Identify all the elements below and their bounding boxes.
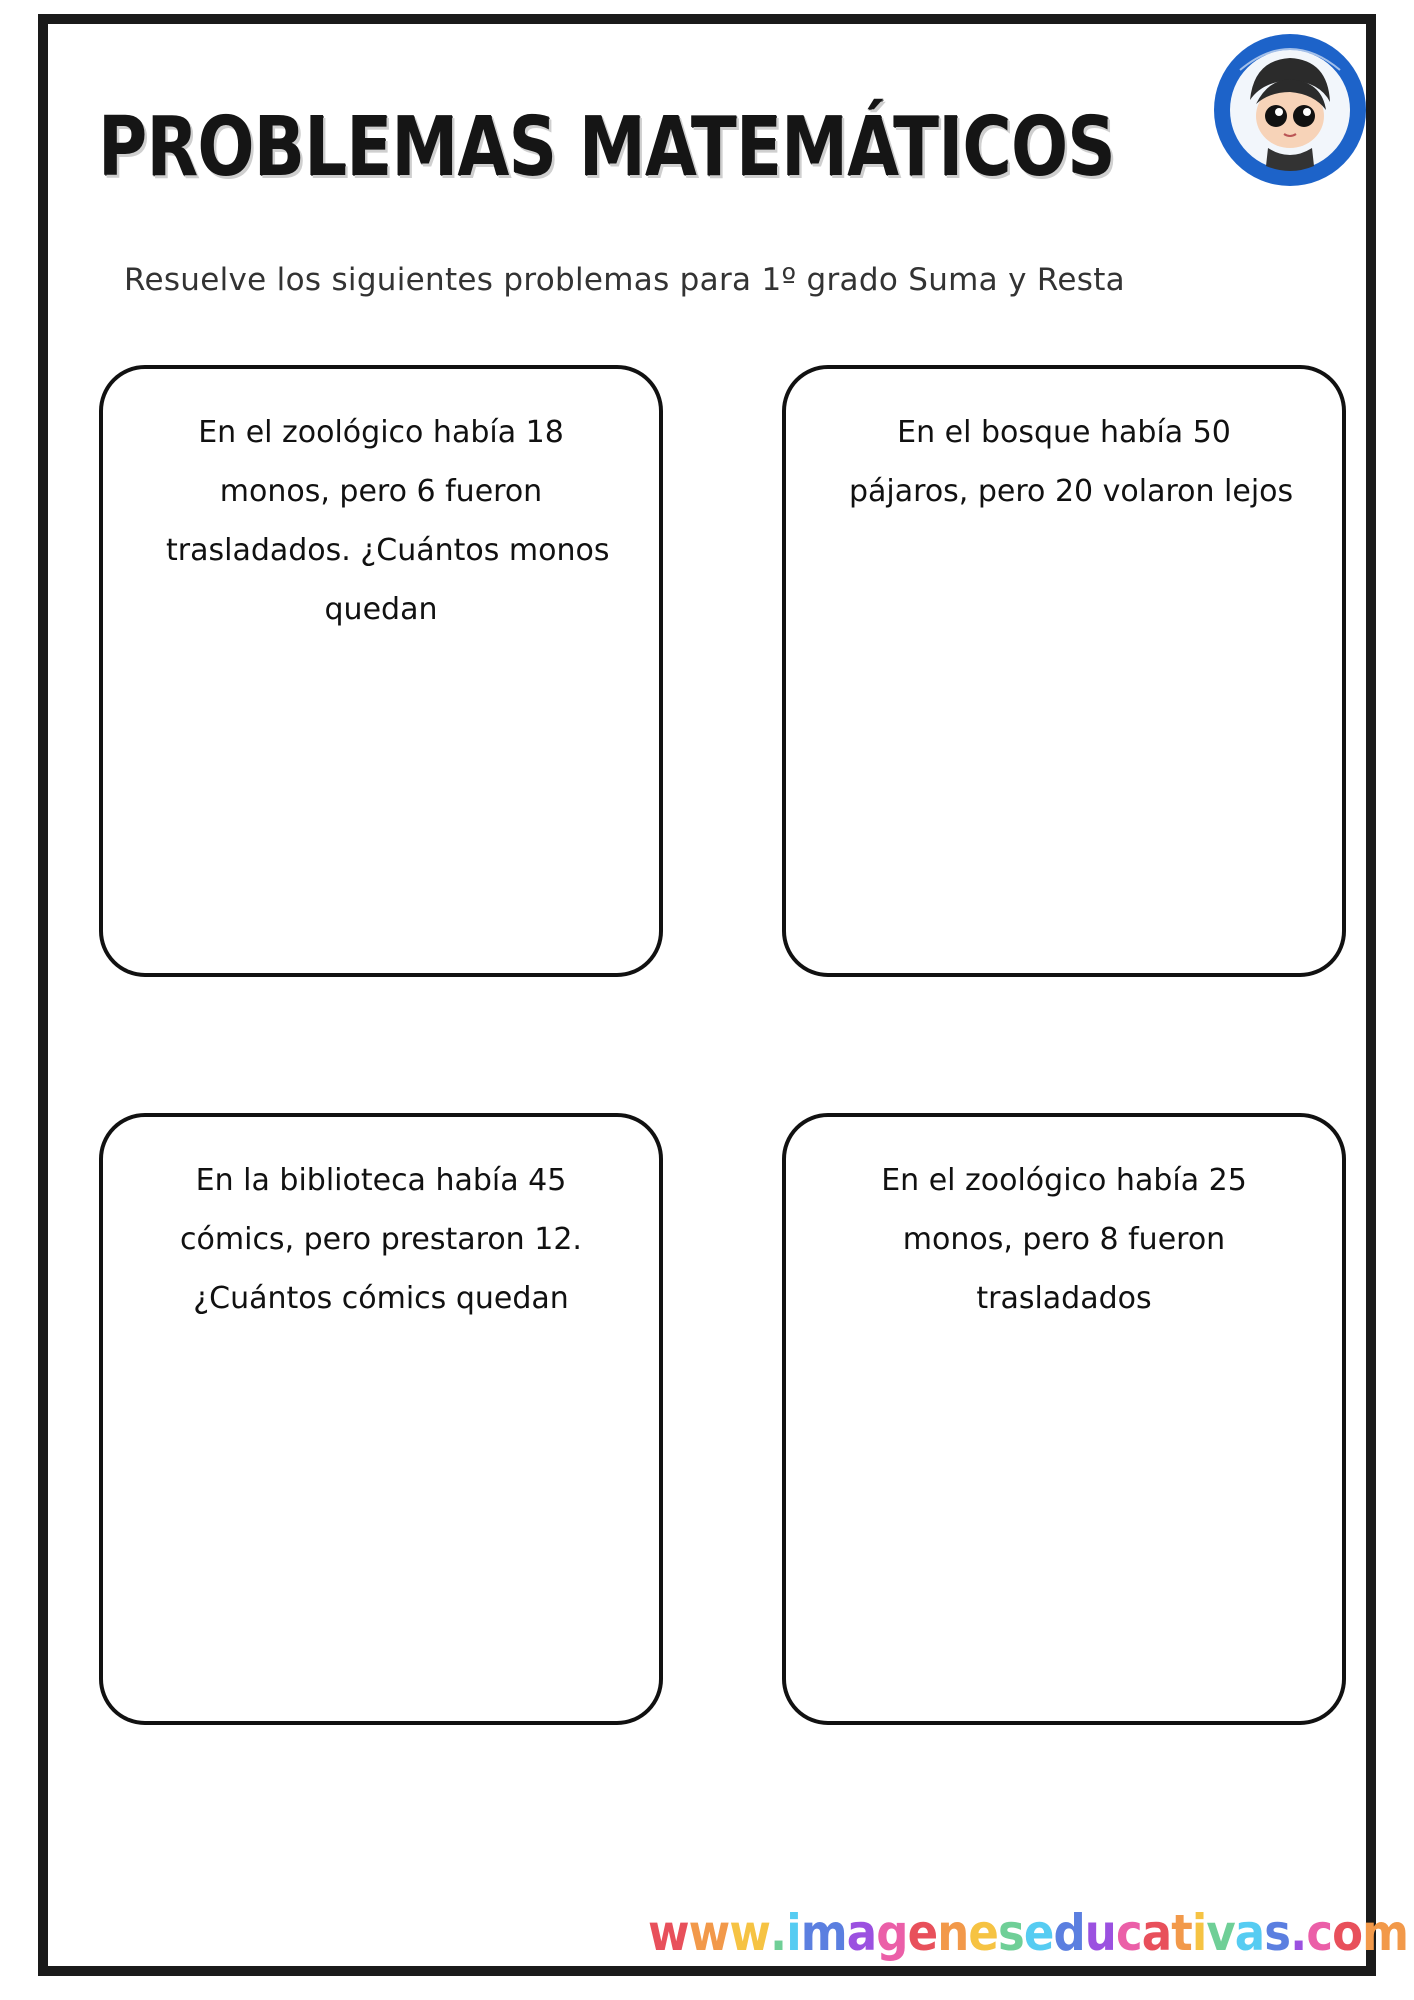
problem-1-line: quedan	[324, 592, 438, 627]
problem-3-text	[166, 1151, 596, 1328]
problem-4-line: En el zoológico había 25	[881, 1163, 1247, 1198]
problem-card-4	[782, 1113, 1346, 1725]
problem-4-line: trasladados	[976, 1281, 1152, 1316]
problem-3-line: cómics, pero prestaron 12.	[180, 1222, 582, 1257]
problem-2-line: En el bosque había 50	[897, 415, 1231, 450]
problem-1-line: trasladados. ¿Cuántos monos	[166, 533, 610, 568]
problem-4-text	[849, 1151, 1279, 1328]
problem-card-1	[99, 365, 663, 977]
problem-1-line: En el zoológico había 18	[198, 415, 564, 450]
site-logo-badge	[1210, 30, 1370, 190]
problem-2-line: pájaros, pero 20 volaron lejos	[849, 474, 1294, 509]
footer-website-link[interactable]: www.imageneseducativas.com	[648, 1904, 1409, 1962]
page-title: PROBLEMAS MATEMÁTICOS	[98, 100, 1115, 195]
problem-3-line: En la biblioteca había 45	[195, 1163, 567, 1198]
problem-card-2	[782, 365, 1346, 977]
problem-1-line: monos, pero 6 fueron	[219, 474, 543, 509]
problem-3-line: ¿Cuántos cómics quedan	[193, 1281, 569, 1316]
problem-2-text	[849, 403, 1294, 521]
problem-4-line: monos, pero 8 fueron	[902, 1222, 1226, 1257]
problem-1-text	[166, 403, 610, 639]
instructions-text: Resuelve los siguientes problemas para 1º grado Suma y Resta	[124, 262, 1125, 298]
problem-card-3	[99, 1113, 663, 1725]
cartoon-boy-logo-icon	[1210, 30, 1370, 190]
